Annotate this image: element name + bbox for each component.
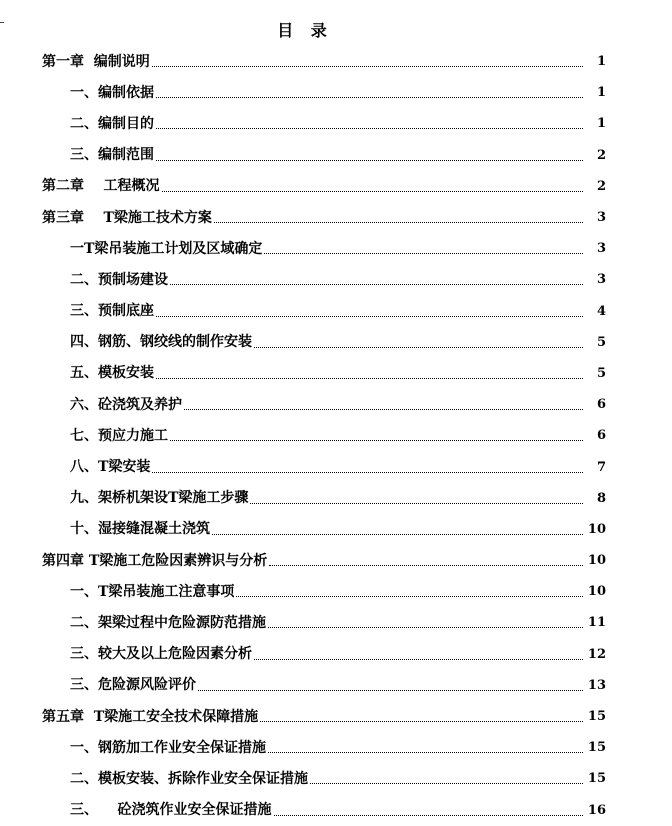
toc-dot-leader xyxy=(268,627,583,628)
toc-dot-leader xyxy=(156,378,583,379)
toc-entry-label: 五、模板安装 xyxy=(70,365,154,382)
toc-entry-label: 二、架梁过程中危险源防范措施 xyxy=(70,614,266,631)
toc-entry[interactable] xyxy=(0,701,672,732)
toc-entry-page: 3 xyxy=(596,210,606,226)
toc-entry-label: 二、预制场建设 xyxy=(70,271,168,288)
toc-entry[interactable] xyxy=(0,545,672,576)
toc-entry[interactable] xyxy=(0,108,672,139)
toc-entry-label: 三、较大及以上危险因素分析 xyxy=(70,646,252,663)
toc-entry[interactable] xyxy=(0,264,672,295)
toc-entry[interactable] xyxy=(0,451,672,482)
toc-dot-leader xyxy=(212,534,583,535)
toc-entry-label: 二、模板安装、拆除作业安全保证措施 xyxy=(70,770,308,787)
toc-entry[interactable] xyxy=(0,576,672,607)
toc-entry-label: 一、编制依据 xyxy=(70,84,154,101)
toc-entry[interactable] xyxy=(0,389,672,420)
toc-entry-label: 一、钢筋加工作业安全保证措施 xyxy=(70,739,266,756)
toc-dot-leader xyxy=(152,66,583,67)
toc-entry-page: 16 xyxy=(587,802,606,818)
toc-entry-page: 8 xyxy=(596,490,606,506)
toc-entry-page: 2 xyxy=(596,178,606,194)
toc-entry-label: 三、编制范围 xyxy=(70,147,154,164)
toc-entry-page: 4 xyxy=(596,303,606,319)
toc-entry[interactable] xyxy=(0,732,672,763)
toc-entry-page: 5 xyxy=(596,334,606,350)
toc-entry[interactable] xyxy=(0,327,672,358)
toc-dot-leader xyxy=(310,783,583,784)
toc-entry[interactable] xyxy=(0,639,672,670)
toc-entry-page: 12 xyxy=(587,646,606,662)
toc-entry-page: 15 xyxy=(587,709,606,725)
toc-entry[interactable] xyxy=(0,795,672,826)
toc-entry-page: 3 xyxy=(596,241,606,257)
toc-entry[interactable] xyxy=(0,202,672,233)
toc-entry-page: 1 xyxy=(596,54,606,70)
toc-entry-page: 15 xyxy=(587,740,606,756)
toc-entry-page: 5 xyxy=(596,365,606,381)
toc-entry-label: 第一章 编制说明 xyxy=(42,53,150,70)
toc-entry-page: 7 xyxy=(596,459,606,475)
toc-entry-page: 6 xyxy=(596,397,606,413)
toc-entry[interactable] xyxy=(0,233,672,264)
toc-entry[interactable] xyxy=(0,483,672,514)
toc-entry-label: 二、编制目的 xyxy=(70,115,154,132)
toc-dot-leader xyxy=(156,128,583,129)
toc-entry-page: 1 xyxy=(596,116,606,132)
toc-dot-leader xyxy=(198,690,583,691)
toc-entry[interactable] xyxy=(0,171,672,202)
toc-entry-label: 第五章 T梁施工安全技术保障措施 xyxy=(42,708,259,725)
toc-entry[interactable] xyxy=(0,763,672,794)
toc-entry-page: 6 xyxy=(596,428,606,444)
toc-title: 目 录 xyxy=(277,21,333,40)
toc-dot-leader xyxy=(156,97,583,98)
toc-entry[interactable] xyxy=(0,514,672,545)
toc-dot-leader xyxy=(156,160,583,161)
toc-dot-leader xyxy=(156,316,583,317)
toc-entry-page: 10 xyxy=(587,553,606,569)
toc-entry-page: 15 xyxy=(587,771,606,787)
toc-entry-page: 10 xyxy=(587,521,606,537)
toc-dot-leader xyxy=(184,409,583,410)
toc-entry[interactable] xyxy=(0,358,672,389)
toc-dot-leader xyxy=(152,472,583,473)
toc-entry-label: 八、T梁安装 xyxy=(70,459,151,476)
toc-dot-leader xyxy=(236,596,583,597)
toc-entry[interactable] xyxy=(0,46,672,77)
toc-dot-leader xyxy=(260,721,583,722)
toc-entry-label: 九、架桥机架设T梁施工步骤 xyxy=(70,490,249,507)
toc-entry-label: 十、湿接缝混凝土浇筑 xyxy=(70,521,210,538)
toc-dot-leader xyxy=(250,503,583,504)
toc-entry[interactable] xyxy=(0,77,672,108)
toc-dot-leader xyxy=(162,191,584,192)
toc-entry-label: 三、预制底座 xyxy=(70,303,154,320)
toc-entry-page: 3 xyxy=(596,272,606,288)
toc-entry[interactable] xyxy=(0,670,672,701)
toc-dot-leader xyxy=(254,347,583,348)
toc-dot-leader xyxy=(214,222,583,223)
toc-dot-leader xyxy=(264,253,583,254)
toc-dot-leader xyxy=(170,440,583,441)
toc-list xyxy=(0,46,672,826)
toc-dot-leader xyxy=(268,752,583,753)
toc-entry-page: 2 xyxy=(596,147,606,163)
toc-dot-leader xyxy=(254,659,583,660)
toc-entry-page: 1 xyxy=(596,85,606,101)
toc-dot-leader xyxy=(274,815,584,816)
toc-entry-label: 一、T梁吊装施工注意事项 xyxy=(70,583,235,600)
toc-entry[interactable] xyxy=(0,607,672,638)
toc-entry-page: 10 xyxy=(587,584,606,600)
toc-entry[interactable] xyxy=(0,420,672,451)
toc-entry-label: 三、危险源风险评价 xyxy=(70,677,196,694)
toc-entry-label: 七、预应力施工 xyxy=(70,427,168,444)
toc-entry-page: 13 xyxy=(587,677,606,693)
toc-entry-label: 三、 砼浇筑作业安全保证措施 xyxy=(70,802,272,819)
toc-entry-page: 11 xyxy=(587,615,606,631)
toc-entry[interactable] xyxy=(0,140,672,171)
toc-entry-label: 四、钢筋、钢绞线的制作安装 xyxy=(70,334,252,351)
toc-entry-label: 第三章 T梁施工技术方案 xyxy=(42,209,212,226)
toc-entry[interactable] xyxy=(0,296,672,327)
toc-dot-leader xyxy=(269,565,583,566)
toc-entry-label: 一T梁吊装施工计划及区域确定 xyxy=(70,240,263,257)
toc-dot-leader xyxy=(170,284,583,285)
toc-entry-label: 第二章 工程概况 xyxy=(42,178,160,195)
toc-entry-label: 第四章 T梁施工危险因素辨识与分析 xyxy=(42,552,268,569)
toc-entry-label: 六、砼浇筑及养护 xyxy=(70,396,182,413)
